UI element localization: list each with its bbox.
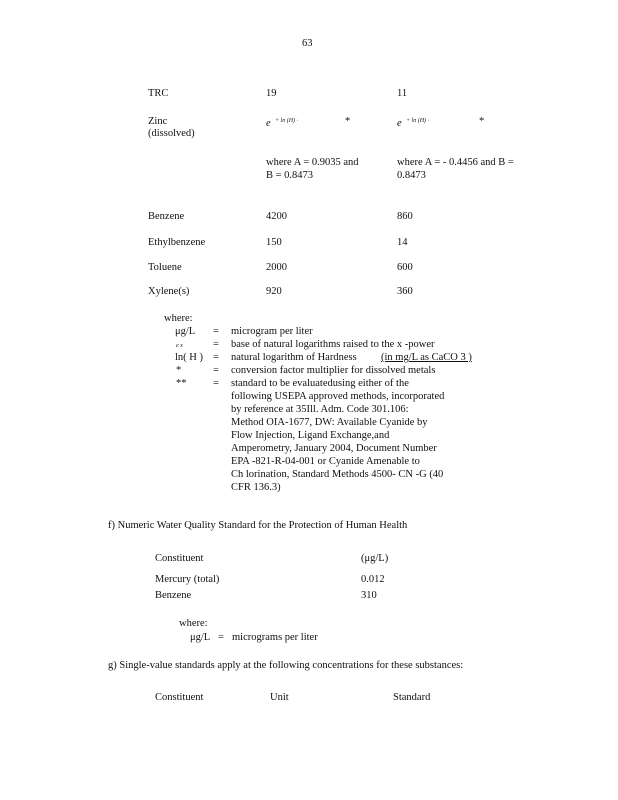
def-text-line: Method OIA-1677, DW: Available Cyanide by: [231, 417, 428, 428]
def-equals: =: [213, 339, 219, 350]
zinc-chronic-exponent: + ln (H) ·: [406, 118, 430, 124]
acute-value: 150: [266, 237, 282, 248]
where-label: where:: [179, 618, 208, 629]
def-term: ln( H ): [175, 352, 203, 363]
def-term: μg/L: [190, 632, 211, 643]
column-header-standard: Standard: [393, 692, 431, 703]
acute-value: 2000: [266, 262, 287, 273]
constituent-name: Benzene: [155, 590, 192, 601]
def-term: μg/L: [175, 326, 196, 337]
zinc-acute-exponent: + ln (H) ·: [275, 118, 299, 124]
def-equals: =: [213, 326, 219, 337]
zinc-chronic-e: e: [397, 118, 402, 129]
def-text-line: Flow Injection, Ligand Exchange,and: [231, 430, 390, 441]
def-equals: =: [213, 378, 219, 389]
column-header-unit: Unit: [270, 692, 289, 703]
zinc-chronic-star: *: [479, 116, 485, 127]
zinc-acute-where-line1: where A = 0.9035 and: [266, 157, 359, 168]
zinc-acute-star: *: [345, 116, 351, 127]
where-label: where:: [164, 313, 193, 324]
constituent-name: Ethylbenzene: [148, 237, 206, 248]
def-text-line: standard to be evaluatedusing either of the: [231, 378, 409, 389]
def-text-line: by reference at 35Ill. Adm. Code 301.106:: [231, 404, 409, 415]
def-text-line: EPA -821-R-04-001 or Cyanide Amenable to: [231, 456, 420, 467]
section-heading: g) Single-value standards apply at the following concentrations for these substances:: [108, 660, 464, 671]
def-term: e x: [176, 343, 183, 349]
def-text: microgram per liter: [231, 326, 313, 337]
def-text-underlined: (in mg/L as CaCO 3 ): [381, 352, 472, 363]
chronic-value: 860: [397, 211, 413, 222]
constituent-name: TRC: [148, 88, 169, 99]
page-number: 63: [302, 38, 313, 49]
constituent-name: Benzene: [148, 211, 185, 222]
chronic-value: 14: [397, 237, 408, 248]
def-text: natural logarithm of Hardness: [231, 352, 357, 363]
constituent-name: Xylene(s): [148, 286, 190, 297]
acute-value: 4200: [266, 211, 287, 222]
def-text: micrograms per liter: [232, 632, 318, 643]
chronic-value: 11: [397, 88, 408, 99]
def-equals: =: [213, 352, 219, 363]
constituent-name: Toluene: [148, 262, 182, 273]
constituent-name: Mercury (total): [155, 574, 220, 585]
def-term: *: [176, 365, 182, 376]
chronic-value: 600: [397, 262, 413, 273]
def-text: conversion factor multiplier for dissolved metals: [231, 365, 436, 376]
def-term: **: [176, 378, 187, 389]
constituent-name-qualifier: (dissolved): [148, 128, 195, 139]
acute-value: 19: [266, 88, 277, 99]
def-equals: =: [213, 365, 219, 376]
standard-value: 310: [361, 590, 377, 601]
zinc-acute-where-line2: B = 0.8473: [266, 170, 314, 181]
column-header-unit: (μg/L): [361, 553, 389, 564]
standard-value: 0.012: [361, 574, 385, 585]
def-text: base of natural logarithms raised to the x -power: [231, 339, 435, 350]
def-text-line: following USEPA approved methods, incorporated: [231, 391, 445, 402]
constituent-name: Zinc: [148, 116, 168, 127]
acute-value: 920: [266, 286, 282, 297]
zinc-chronic-where-line2: 0.8473: [397, 170, 426, 181]
def-text-line: Amperometry, January 2004, Document Number: [231, 443, 437, 454]
def-text-line: Ch lorination, Standard Methods 4500- CN -G (40: [231, 469, 444, 480]
section-heading: f) Numeric Water Quality Standard for the Protection of Human Health: [108, 520, 408, 531]
zinc-acute-e: e: [266, 118, 271, 129]
chronic-value: 360: [397, 286, 413, 297]
column-header-constituent: Constituent: [155, 553, 204, 564]
zinc-chronic-where-line1: where A = - 0.4456 and B =: [397, 157, 514, 168]
def-equals: =: [218, 632, 224, 643]
column-header-constituent: Constituent: [155, 692, 204, 703]
def-text-line: CFR 136.3): [231, 482, 281, 493]
